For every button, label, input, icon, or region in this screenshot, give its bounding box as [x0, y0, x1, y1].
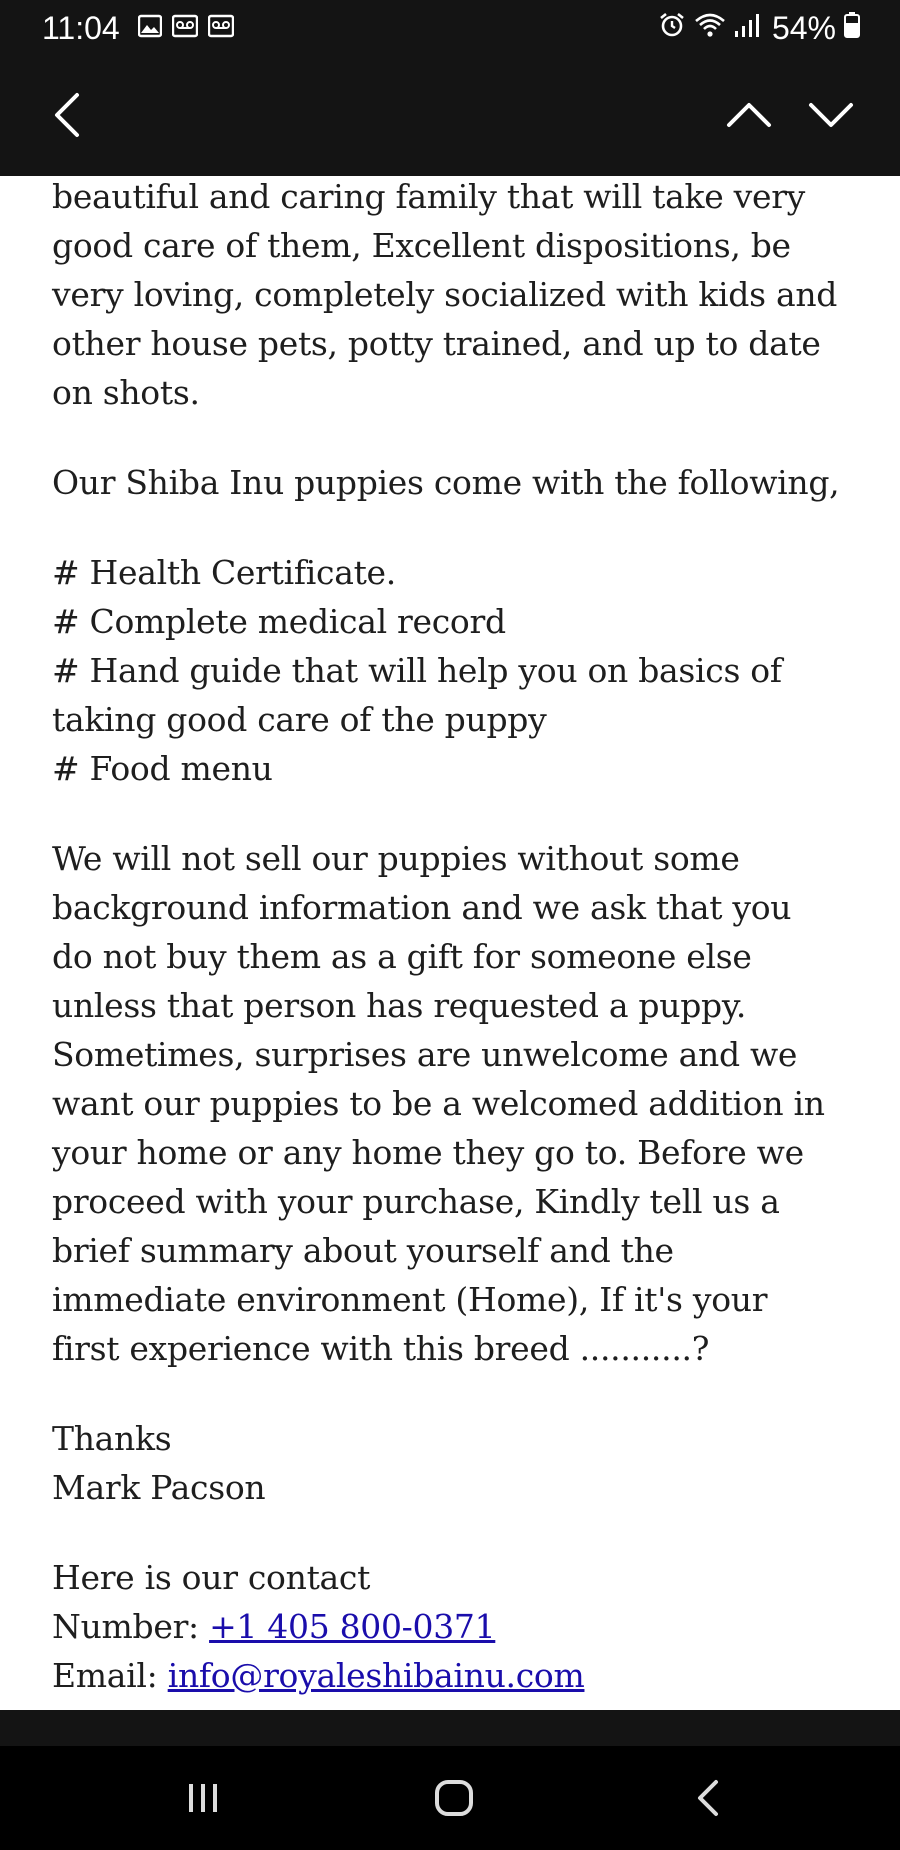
system-back-button[interactable]: [668, 1768, 748, 1828]
recents-button[interactable]: [163, 1768, 243, 1828]
list-item: # Complete medical record: [52, 602, 506, 641]
contact-number-line: [52, 1602, 872, 1651]
text-line: your home or any home they go to. Before we: [52, 1133, 804, 1172]
paragraph-intro: [52, 176, 872, 417]
email-link[interactable]: info@royaleshibainu.com: [167, 1656, 585, 1695]
contact-block: [52, 1553, 872, 1700]
status-time: 11:04: [42, 10, 120, 46]
voicemail-icon: [208, 14, 234, 43]
chevron-down-icon: [807, 99, 855, 131]
text-line: Sometimes, surprises are unwelcome and we: [52, 1035, 798, 1074]
status-bar: [0, 0, 900, 58]
text-line: good care of them, Excellent dispositions, be: [52, 226, 791, 265]
list-item: # Food menu: [52, 749, 273, 788]
home-button[interactable]: [414, 1768, 494, 1828]
text-line: other house pets, potty trained, and up to date: [52, 324, 821, 363]
message-text: [52, 176, 872, 1710]
list-item: # Hand guide that will help you on basics of: [52, 651, 782, 690]
home-icon: [432, 1778, 476, 1818]
battery-percentage: 54%: [771, 10, 836, 46]
list-item: taking good care of the puppy: [52, 700, 547, 739]
alarm-icon: [658, 8, 686, 48]
text-line: want our puppies to be a welcomed addition in: [52, 1084, 825, 1123]
text-line: immediate environment (Home), If it's your: [52, 1280, 768, 1319]
image-icon: [138, 14, 162, 43]
back-arrow-icon: [49, 91, 85, 139]
text-line: background information and we ask that you: [52, 888, 792, 927]
bottom-strip: [0, 1710, 900, 1746]
message-toolbar: [0, 58, 900, 176]
battery-icon: [844, 8, 860, 48]
text-line: brief summary about yourself and the: [52, 1231, 674, 1270]
text-line: We will not sell our puppies without some: [52, 839, 740, 878]
text-line: proceed with your purchase, Kindly tell us a: [52, 1182, 780, 1221]
chevron-up-icon: [725, 99, 773, 131]
previous-button[interactable]: [714, 80, 784, 150]
status-right: [658, 8, 860, 48]
number-label: Number:: [52, 1607, 210, 1646]
wifi-icon: [694, 8, 726, 48]
contact-intro: Here is our contact: [52, 1558, 371, 1597]
phone-link[interactable]: +1 405 800-0371: [209, 1607, 496, 1646]
next-button[interactable]: [796, 80, 866, 150]
signal-icon: [734, 8, 760, 48]
paragraph-includes: [52, 458, 872, 507]
text-line: beautiful and caring family that will take very: [52, 177, 806, 216]
recents-icon: [183, 1780, 223, 1816]
paragraph-policy: [52, 834, 872, 1373]
voicemail-icon: [172, 14, 198, 43]
list-includes: [52, 548, 872, 793]
thanks-text: Thanks: [52, 1419, 172, 1458]
text-line: Our Shiba Inu puppies come with the following,: [52, 463, 840, 502]
text-line: very loving, completely socialized with kids and: [52, 275, 838, 314]
list-item: # Health Certificate.: [52, 553, 396, 592]
text-line: on shots.: [52, 373, 200, 412]
back-icon: [694, 1778, 722, 1818]
email-label: Email:: [52, 1656, 168, 1695]
contact-email-line: [52, 1651, 872, 1700]
signature-name: Mark Pacson: [52, 1468, 266, 1507]
text-line: first experience with this breed ...........?: [52, 1329, 710, 1368]
back-button[interactable]: [32, 80, 102, 150]
text-line: do not buy them as a gift for someone else: [52, 937, 752, 976]
navigation-bar: [0, 1746, 900, 1850]
notification-icons: [138, 14, 234, 43]
text-line: unless that person has requested a puppy.: [52, 986, 747, 1025]
signoff: [52, 1414, 872, 1512]
message-body: [0, 176, 900, 1710]
